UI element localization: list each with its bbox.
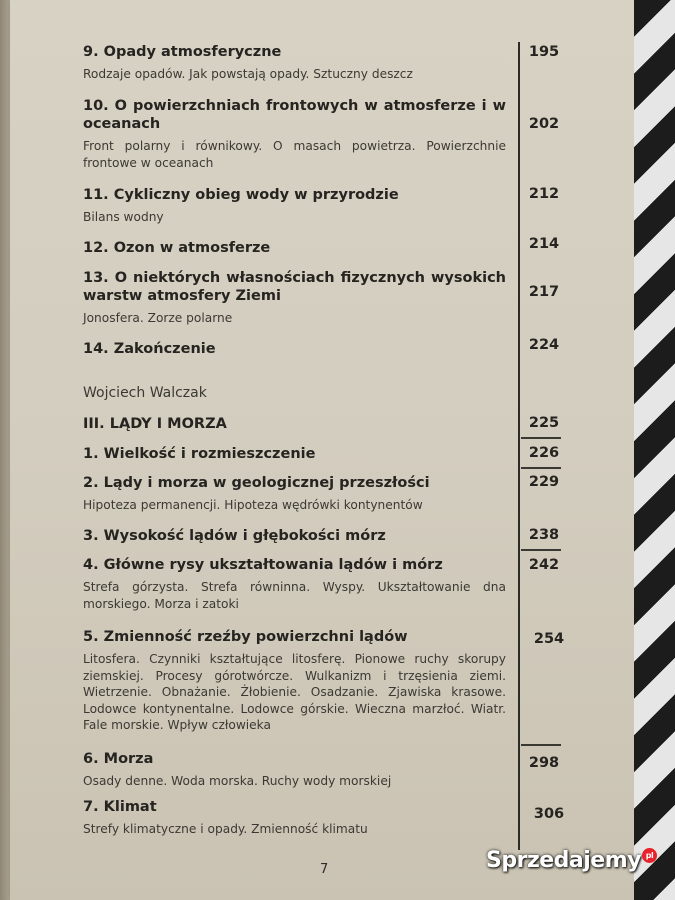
- toc-entry-description: Strefy klimatyczne i opady. Zmienność klimatu: [83, 822, 368, 836]
- toc-entry-description: Strefa górzysta. Strefa równinna. Wyspy. Ukształtowanie dna morskiego. Morza i zatoki: [83, 580, 506, 611]
- watermark-text: Sprzedajemy: [486, 848, 641, 873]
- toc-entry-title: 3. Wysokość lądów i głębokości mórz: [83, 528, 386, 544]
- toc-page-number: 298: [528, 755, 560, 771]
- toc-entry-title: 7. Klimat: [83, 799, 157, 815]
- toc-entry: [83, 474, 506, 514]
- toc-separator-line: [521, 467, 561, 469]
- toc-separator-line: [521, 437, 561, 439]
- toc-entry-title: 10. O powierzchniach frontowych w atmosferze i w oceanach: [83, 98, 506, 132]
- toc-entry: [83, 239, 506, 257]
- toc-entry: [83, 798, 506, 838]
- toc-page-number: 217: [528, 284, 560, 300]
- toc-entry-title: 12. Ozon w atmosferze: [83, 240, 271, 256]
- striped-background: [634, 0, 675, 900]
- toc-entry-title: III. LĄDY I MORZA: [83, 416, 227, 432]
- toc-entry-title: 1. Wielkość i rozmieszczenie: [83, 446, 316, 462]
- toc-entry: [83, 556, 506, 612]
- toc-page-number: 202: [528, 116, 560, 132]
- toc-page-number: 226: [528, 445, 560, 461]
- toc-page-number: 212: [528, 186, 560, 202]
- toc-entry: [83, 445, 506, 463]
- toc-entry-description: Rodzaje opadów. Jak powstają opady. Sztuczny deszcz: [83, 67, 413, 81]
- toc-separator-line: [521, 549, 561, 551]
- toc-entry-description: Bilans wodny: [83, 210, 164, 224]
- toc-page-number: 238: [528, 527, 560, 543]
- toc-page-number: 254: [533, 631, 565, 647]
- toc-page-number: 225: [528, 415, 560, 431]
- toc-entry-title: 11. Cykliczny obieg wody w przyrodzie: [83, 187, 399, 203]
- toc-entry-description: Front polarny i równikowy. O masach powietrza. Powierzchnie frontowe w oceanach: [83, 139, 506, 170]
- toc-page-number: 242: [528, 557, 560, 573]
- toc-entry-title: 9. Opady atmosferyczne: [83, 44, 282, 60]
- toc-separator-line: [521, 744, 561, 746]
- toc-page-number: 224: [528, 337, 560, 353]
- toc-entry: [83, 415, 506, 433]
- toc-entry-description: Litosfera. Czynniki kształtujące litosferę. Pionowe ruchy skorupy ziemskiej. Procesy górotwórcze. Wulkanizm i trzęsienia ziemi. Wietrzenie. Obnażanie. Żłobienie. Osadzanie. Zjawiska krasowe. Lodowce kontynentalne. Lodowce górskie. Wieczna marzłoć. Wiatr. Fale morskie. Wpływ człowieka: [83, 652, 506, 732]
- toc-page-number: 306: [533, 806, 565, 822]
- toc-entry: [83, 527, 506, 545]
- toc-page-number: 214: [528, 236, 560, 252]
- toc-entry-title: 13. O niektórych własnościach fizycznych wysokich warstw atmosfery Ziemi: [83, 270, 506, 304]
- watermark-badge: pl: [642, 848, 657, 863]
- toc-entry: [83, 628, 506, 734]
- toc-page-number: 229: [528, 474, 560, 490]
- toc-entry: [83, 186, 506, 226]
- toc-entry-description: Jonosfera. Zorze polarne: [83, 311, 233, 325]
- toc-entry-title: 2. Lądy i morza w geologicznej przeszłości: [83, 475, 430, 491]
- toc-page-number: 195: [528, 44, 560, 60]
- sprzedajemy-watermark: [486, 848, 657, 873]
- toc-entry-title: 6. Morza: [83, 751, 154, 767]
- section-author: Wojciech Walczak: [83, 385, 207, 401]
- footer-page-number: 7: [320, 862, 329, 877]
- toc-entry: [83, 97, 506, 171]
- toc-entry-title: 14. Zakończenie: [83, 341, 216, 357]
- toc-entry-title: 4. Główne rysy ukształtowania lądów i mórz: [83, 557, 443, 573]
- toc-entry: [83, 750, 506, 790]
- toc-entry-title: 5. Zmienność rzeźby powierzchni lądów: [83, 629, 408, 645]
- toc-entry: [83, 340, 506, 358]
- toc-entry-description: Osady denne. Woda morska. Ruchy wody morskiej: [83, 774, 392, 788]
- toc-entry: [83, 269, 506, 327]
- toc-entry-description: Hipoteza permanencji. Hipoteza wędrówki kontynentów: [83, 498, 423, 512]
- toc-entry: [83, 43, 506, 83]
